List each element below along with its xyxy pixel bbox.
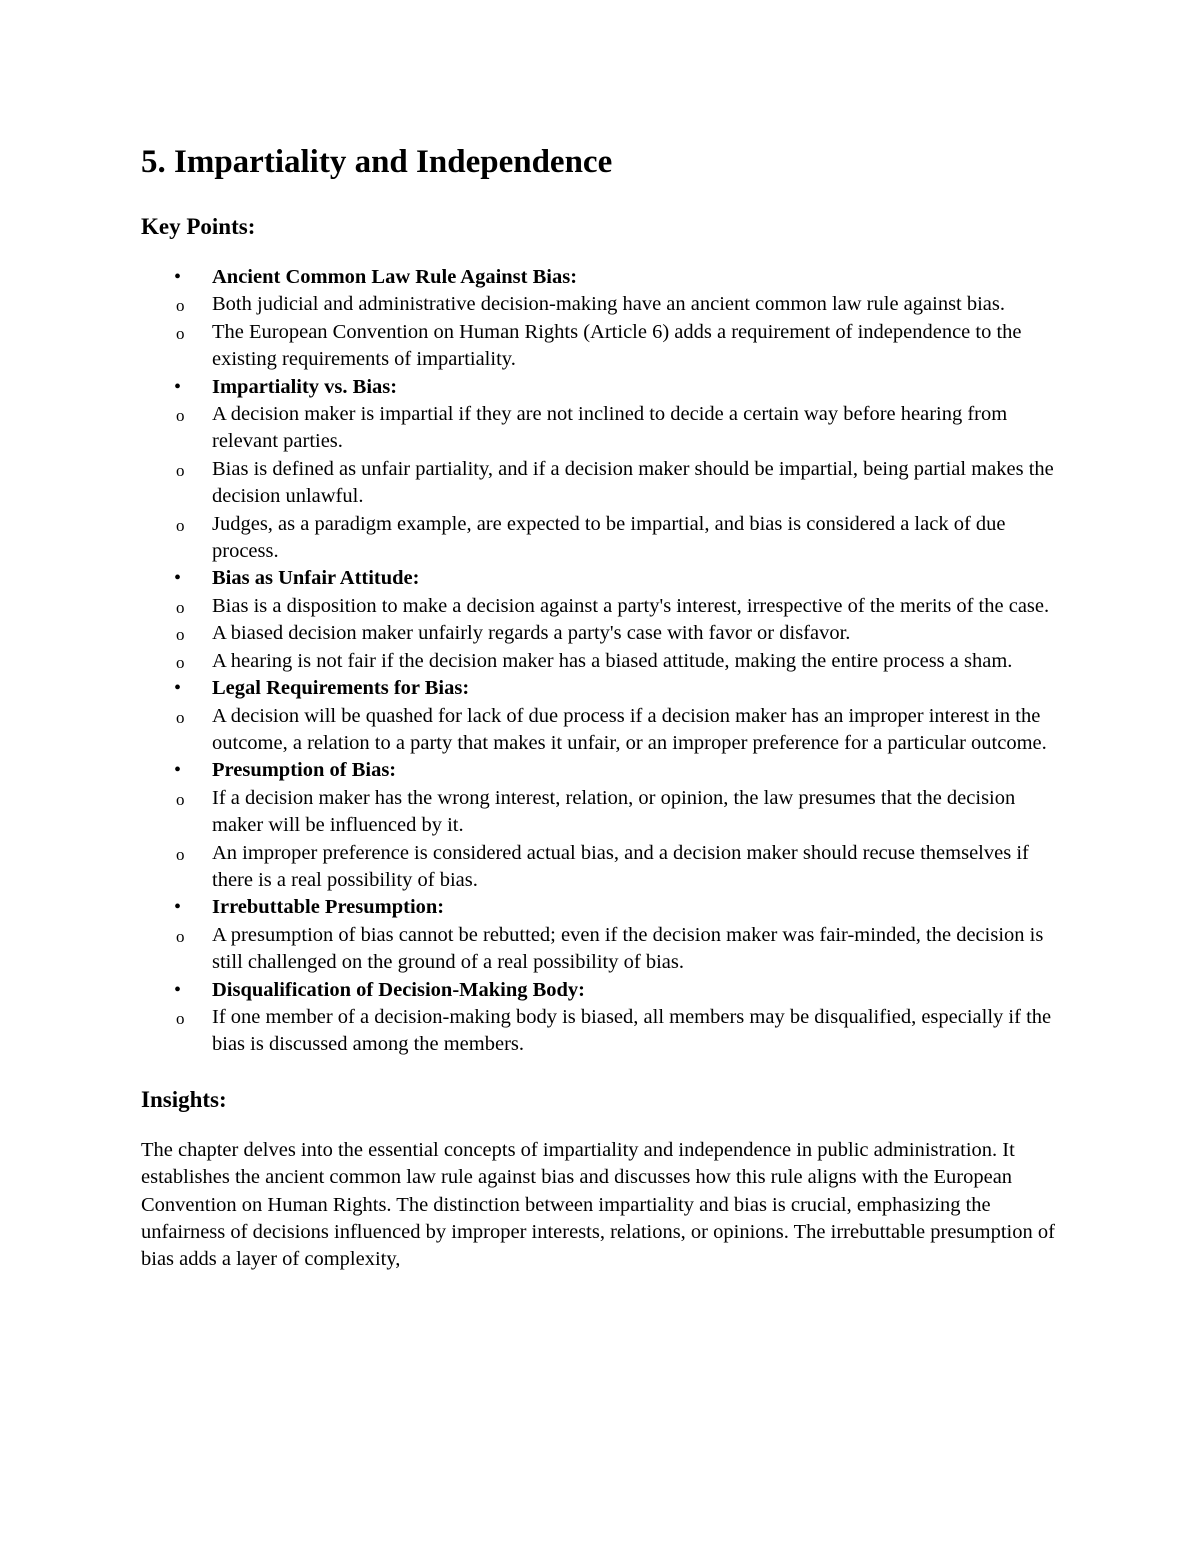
sub-point-item	[141, 840, 1061, 895]
circle-bullet-icon: o	[176, 926, 185, 946]
sub-point-item	[141, 620, 1061, 647]
key-points-heading: Key Points:	[141, 214, 256, 239]
sub-point-text: Judges, as a paradigm example, are expected to be impartial, and bias is considered a lack of due process.	[212, 512, 1006, 563]
sub-point-item	[141, 593, 1061, 620]
circle-bullet-icon: o	[176, 460, 185, 480]
sub-point-item	[141, 401, 1061, 456]
circle-bullet-icon: o	[176, 597, 185, 617]
bullet-icon: •	[174, 375, 182, 398]
sub-point-text: A decision will be quashed for lack of due process if a decision maker has an improper interest in the outcome, a relation to a party that makes it unfair, or an improper preference for a particular outcome.	[212, 704, 1047, 754]
key-point-item	[141, 757, 1061, 894]
sub-point-item	[141, 291, 1061, 318]
key-points-list	[141, 264, 1061, 1059]
bullet-icon: •	[174, 896, 182, 919]
sub-point-text: An improper preference is considered actual bias, and a decision maker should recuse themselves if there is a real possibility of bias.	[212, 841, 1029, 891]
sub-point-list	[141, 291, 1061, 373]
key-point-label: Impartiality vs. Bias:	[212, 375, 398, 398]
sub-point-item	[141, 1004, 1061, 1059]
sub-point-text: Bias is a disposition to make a decision against a party's interest, irrespective of the merits of the case.	[212, 594, 1050, 617]
sub-point-list	[141, 593, 1061, 675]
sub-point-text: A biased decision maker unfairly regards a party's case with favor or disfavor.	[212, 622, 851, 645]
key-point-label: Bias as Unfair Attitude:	[212, 567, 420, 590]
sub-point-list	[141, 1004, 1061, 1059]
sub-point-text: A presumption of bias cannot be rebutted; even if the decision maker was fair-minded, the decision is still challenged on the ground of a real possibility of bias.	[212, 923, 1044, 974]
circle-bullet-icon: o	[176, 406, 185, 426]
sub-point-item	[141, 511, 1061, 566]
sub-point-text: If a decision maker has the wrong interest, relation, or opinion, the law presumes that the decision maker will be influenced by it.	[212, 786, 1016, 837]
circle-bullet-icon: o	[176, 323, 185, 343]
sub-point-item	[141, 922, 1061, 977]
document-title: 5. Impartiality and Independence	[141, 144, 613, 180]
key-point-item	[141, 894, 1061, 976]
sub-point-list	[141, 785, 1061, 895]
key-point-label: Ancient Common Law Rule Against Bias:	[212, 266, 578, 288]
sub-point-text: A decision maker is impartial if they are not inclined to decide a certain way before hearing from relevant parties.	[212, 403, 1008, 453]
circle-bullet-icon: o	[176, 844, 185, 864]
circle-bullet-icon: o	[176, 515, 185, 535]
sub-point-text: The European Convention on Human Rights (Article 6) adds a requirement of independence to the existing requirements of impartiality.	[212, 320, 1022, 371]
key-point-item	[141, 374, 1061, 566]
circle-bullet-icon: o	[176, 296, 185, 316]
document-content	[141, 140, 1061, 1274]
sub-point-text: Both judicial and administrative decision-making have an ancient common law rule against bias.	[212, 293, 1006, 316]
key-point-label: Disqualification of Decision-Making Body:	[212, 978, 586, 1001]
sub-point-list	[141, 922, 1061, 977]
sub-point-text: A hearing is not fair if the decision maker has a biased attitude, making the entire process a sham.	[212, 649, 1013, 672]
circle-bullet-icon: o	[176, 625, 185, 645]
sub-point-list	[141, 703, 1061, 758]
insights-heading: Insights:	[141, 1086, 227, 1112]
sub-point-text: Bias is defined as unfair partiality, and if a decision maker should be impartial, being partial makes the decision unlawful.	[212, 457, 1054, 508]
circle-bullet-icon: o	[176, 652, 185, 672]
key-point-item	[141, 977, 1061, 1059]
key-point-label: Legal Requirements for Bias:	[212, 677, 470, 700]
sub-point-item	[141, 319, 1061, 374]
bullet-icon: •	[174, 567, 182, 590]
key-point-item	[141, 264, 1061, 374]
sub-point-item	[141, 648, 1061, 675]
circle-bullet-icon: o	[176, 789, 185, 809]
sub-point-list	[141, 401, 1061, 565]
bullet-icon: •	[174, 759, 182, 782]
bullet-icon: •	[174, 978, 182, 1001]
sub-point-item	[141, 703, 1061, 758]
key-point-item	[141, 565, 1061, 675]
key-point-item	[141, 675, 1061, 757]
sub-point-item	[141, 456, 1061, 511]
circle-bullet-icon: o	[176, 1008, 185, 1028]
bullet-icon: •	[174, 677, 182, 700]
sub-point-item	[141, 785, 1061, 840]
sub-point-text: If one member of a decision-making body is biased, all members may be disqualified, especially if the bias is discussed among the members.	[212, 1005, 1052, 1056]
key-point-label: Presumption of Bias:	[212, 759, 397, 782]
insights-paragraph: The chapter delves into the essential concepts of impartiality and independence in public administration. It establishes the ancient common law rule against bias and discusses how this rule aligns with the European Convention on Human Rights. The distinction between impartiality and bias is crucial, emphasizing the unfairness of decisions influenced by improper interests, relations, or opinions. The irrebuttable presumption of bias adds a layer of complexity,	[141, 1138, 1055, 1271]
circle-bullet-icon: o	[176, 707, 185, 727]
bullet-icon: •	[174, 266, 182, 288]
key-point-label: Irrebuttable Presumption:	[212, 896, 445, 919]
